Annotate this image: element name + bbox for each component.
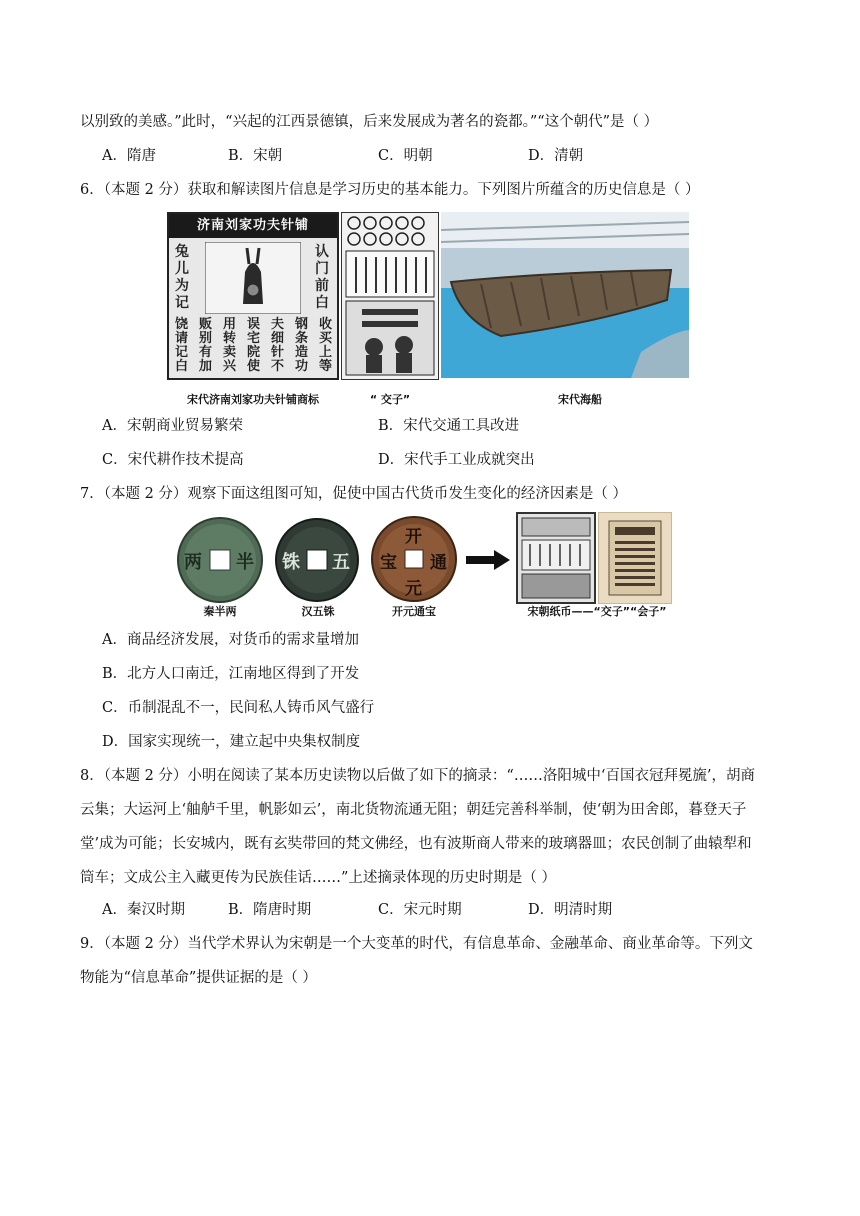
coin-qin-char-1: 两 xyxy=(184,552,202,573)
sign-col-2: 贩别有加 xyxy=(199,317,213,374)
q6-option-b: B．宋代交通工具改进 xyxy=(378,418,520,434)
song-ship-photo xyxy=(441,212,689,378)
q6-option-a: A．宋朝商业贸易繁荣 xyxy=(102,418,243,434)
sign-col-3: 用转卖兴 xyxy=(223,317,237,374)
sign-right-column: 认门前白 xyxy=(315,244,329,311)
arrow-right-icon xyxy=(464,548,512,572)
coin-kaiyuan-tongbao xyxy=(370,514,458,604)
sign-col-5: 夫细针不 xyxy=(271,317,285,374)
q9-stem-line-1: 9．（本题 2 分）当代学术界认为宋朝是一个大变革的时代，有信息革命、金融革命、商业革命等。下列文 xyxy=(80,936,753,952)
q5-option-c: C．明朝 xyxy=(378,148,433,164)
q7-option-c: C．币制混乱不一，民间私人铸币风气盛行 xyxy=(102,700,375,716)
q5-stem-tail: 以别致的美感。”此时，“兴起的江西景德镇，后来发展成为著名的瓷都。”“这个朝代”是（ ） xyxy=(80,114,659,130)
caption-kaiyuan: 开元通宝 xyxy=(392,605,436,618)
sign-col-4: 误宅院使 xyxy=(247,317,261,374)
q8-stem-line-1: 8．（本题 2 分）小明在阅读了某本历史读物以后做了如下的摘录：“……洛阳城中‘百国衣冠拜冕旒’，胡商 xyxy=(80,768,756,784)
q6-option-c: C．宋代耕作技术提高 xyxy=(102,452,244,468)
sign-header-text: 济南刘家功夫针铺 xyxy=(169,214,337,238)
rabbit-icon xyxy=(205,242,301,314)
q8-option-b: B．隋唐时期 xyxy=(228,902,312,918)
q8-stem-line-4: 筒车；文成公主入藏更传为民族佳话……”上述摘录体现的历史时期是（ ） xyxy=(80,870,557,886)
q8-stem-line-3: 堂’成为可能；长安城内，既有玄奘带回的梵文佛经，也有波斯商人带来的玻璃器皿；农民创制了曲辕犁和 xyxy=(80,836,752,852)
q7-option-a: A．商品经济发展，对货币的需求量增加 xyxy=(102,632,359,648)
sign-left-column: 兔儿为记 xyxy=(175,244,189,311)
coin-kaiyuan-char-bottom: 元 xyxy=(405,579,422,599)
coin-kaiyuan-char-top: 开 xyxy=(405,527,422,547)
q5-option-a: A．隋唐 xyxy=(102,148,156,164)
ship-scene-icon xyxy=(441,212,689,378)
coin-han-char-1: 铢 xyxy=(282,552,300,573)
sign-col-1: 饶请记白 xyxy=(175,317,189,374)
q5-option-b: B．宋朝 xyxy=(228,148,283,164)
caption-ship: 宋代海船 xyxy=(558,393,602,406)
caption-shop-sign: 宋代济南刘家功夫针铺商标 xyxy=(187,393,319,406)
coin-qin-banliang xyxy=(176,516,264,604)
q8-option-a: A．秦汉时期 xyxy=(102,902,185,918)
coin-kaiyuan-char-right: 通 xyxy=(430,553,447,573)
jiaozi-note-icon xyxy=(518,514,594,602)
q8-stem-line-2: 云集；大运河上‘舳舻千里，帆影如云’，南北货物流通无阻；朝廷完善科举制，使‘朝为田舍郎，暮登天子 xyxy=(80,802,747,818)
paper-money-huizi-image xyxy=(598,512,672,604)
sign-col-7: 收买上等 xyxy=(319,317,333,374)
q5-option-d: D．清朝 xyxy=(528,148,584,164)
q8-option-c: C．宋元时期 xyxy=(378,902,462,918)
jiaozi-print-icon xyxy=(342,213,438,379)
q7-option-d: D．国家实现统一，建立起中央集权制度 xyxy=(102,734,361,750)
sign-bottom-text xyxy=(175,318,333,376)
caption-song-paper-money: 宋朝纸币——“交子”“会子” xyxy=(527,605,667,618)
caption-jiaozi: “ 交子” xyxy=(369,393,411,406)
coin-han-char-2: 五 xyxy=(332,552,350,573)
sign-col-6: 钢条造功 xyxy=(295,317,309,374)
jiaozi-image xyxy=(341,212,439,380)
caption-han-wuzhu: 汉五铢 xyxy=(301,605,335,618)
paper-money-jiaozi-image xyxy=(516,512,596,604)
q8-option-d: D．明清时期 xyxy=(528,902,613,918)
q6-stem: 6．（本题 2 分）获取和解读图片信息是学习历史的基本能力。下列图片所蕴含的历史信息是（ ） xyxy=(80,182,700,198)
q9-stem-line-2: 物能为“信息革命”提供证据的是（ ） xyxy=(80,970,317,986)
caption-qin-banliang: 秦半两 xyxy=(203,605,237,618)
needle-shop-sign-image xyxy=(167,212,339,380)
coin-kaiyuan-char-left: 宝 xyxy=(380,553,397,573)
coin-qin-char-2: 半 xyxy=(236,552,254,573)
q7-stem: 7．（本题 2 分）观察下面这组图可知，促使中国古代货币发生变化的经济因素是（ ） xyxy=(80,486,628,502)
huizi-note-icon xyxy=(599,513,671,603)
coin-han-wuzhu xyxy=(274,516,360,604)
q7-option-b: B．北方人口南迁，江南地区得到了开发 xyxy=(102,666,360,682)
q6-option-d: D．宋代手工业成就突出 xyxy=(378,452,535,468)
